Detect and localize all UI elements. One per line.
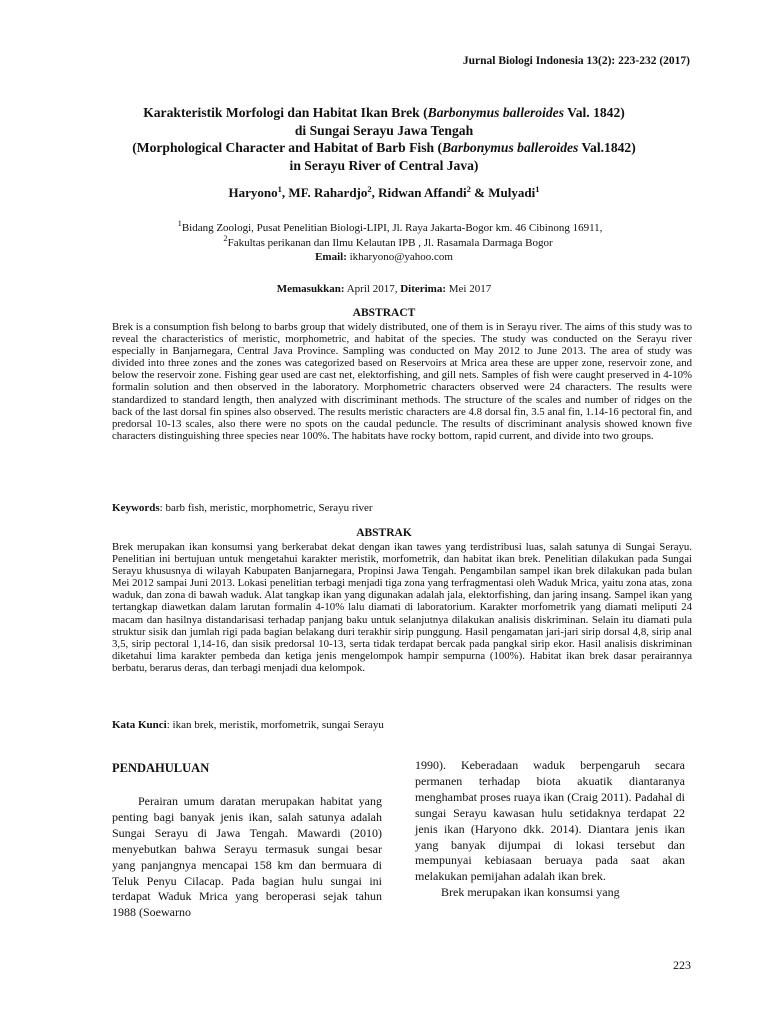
title-line-2: di Sungai Serayu Jawa Tengah (294, 122, 474, 138)
abstract-heading: ABSTRACT (352, 307, 416, 319)
submission-dates: Memasukkan: April 2017, Diterima: Mei 2017 (276, 283, 492, 295)
abstrak-heading: ABSTRAK (356, 527, 412, 539)
author: MF. Rahardjo$^2$, (288, 184, 379, 200)
journal-reference: Jurnal Biologi Indonesia 13(2): 223-232 (2017) (462, 55, 690, 67)
abstract-text: Brek is a consumption fish belong to barbs group that widely distributed, one of them is in Serayu river. The aims of this study was to reveal the characteristics of meristic, morphometric, and habitat of the species. The study was conducted on the Serayu river especially in Banjarnegara, Central Java Province. Sampling was conducted on May 2012 to June 2013. The area of study was divided into three zones and the zones was categorized based on Reservoirs at Mrica area these are upper zone, reservoir zone, and below the reservoir zone. Fishing gear used are cast net, elektorfishing, and gill nets. Samples of fish were caught preserved in 4-10% formalin solution and then observed in the laboratory. Morphometric characters observed were 24 characters. The results were standardized to standard length, then analyzed with discriminant methods. The structure of the scales and number of ridges on the back of the last dorsal fin spines also observed. The results meristic characters are 4.8 dorsal fin, 3.5 anal fin, 1.14-16 pectoral fin, and predorsal 10-13 scales, also there were no spots on the caudal peduncle. The results of discriminant analysis showed known five characters distinguishing three species near 100%. The habitats have rocky bottom, rapid current, and divide into two groups. (112, 321, 692, 442)
contact-email: Email: ikharyono@yahoo.com (315, 251, 453, 263)
title-line-3: (Morphological Character and Habitat of Barb Fish (Barbonymus balleroides Val.1842) (132, 140, 636, 156)
right-column (415, 758, 685, 901)
abstrak-text: Brek merupakan ikan konsumsi yang berkerabat dekat dengan ikan tawes yang terdistribusi luas, salah satunya di Sungai Serayu. Penelitian ini bertujuan untuk mengetahui karakter meristik, morfometrik, dan habitat ikan brek. Penelitian dilakukan pada Sungai Serayu khususnya di wilayah Kabupaten Banjarnegara, Propinsi Jawa Tengah. Pengambilan sampel ikan brek dilakukan pada bulan Mei 2012 sampai Juni 2013. Lokasi penelitian terbagi menjadi tiga zona yang terfragmentasi oleh Waduk Mrica, yaitu zona atas, zona waduk, dan zona di bawah waduk. Alat tangkap ikan yang digunakan adalah jala, elektorfishing, dan jaring insang. Sampel ikan yang tertangkap diawetkan dalam larutan formalin 4-10% lalu diamati di laboratorium. Karakter morfometrik yang diamati meliputi 24 macam dan hasilnya distandarisasi terhadap panjang baku untuk selanjutnya dilakukan analisis diskriminan. Selain itu diamati pula struktur sisik dan jumlah rigi pada bagian belakang duri terakhir sirip punggung. Hasil pengamatan jari-jari sirip dorsal 4,8, sirip anal 3,5, sirip pectoral 1,14-16, dan sisik predorsal 10-13, serta tidak terdapat bercak pada pangkal sirip ekor. Hasil analisis diskriminan diketahui lima karakter pembeda dan ketiga jenis mengelompok hampir sempurna (100%). Habitat ikan brek dasar perairannya berbatu, berarus deras, dan terbagi menjadi dua kelompok. (112, 541, 692, 674)
intro-paragraph-2: 1990). Keberadaan waduk berpengaruh secara permanen terhadap biota akuatik diantaranya menghambat proses ruaya ikan (Craig 2011). Padahal di sungai Serayu kawasan hulu setidaknya terdapat 22 jenis ikan (Haryono dkk. 2014). Diantara jenis ikan yang banyak dijumpai di lokasi tersebut dan mempunyai kebiasaan beruaya pada saat akan melakukan pemijahan adalah ikan brek. (415, 758, 685, 884)
abstrak-keywords: Kata Kunci: ikan brek, meristik, morfometrik, sungai Serayu (112, 719, 384, 731)
title-line-1: Karakteristik Morfologi dan Habitat Ikan Brek (Barbonymus balleroides Val. 1842) (143, 105, 625, 120)
paper-title (100, 104, 668, 174)
author: Mulyadi$^1$ (488, 184, 540, 200)
intro-paragraph-1: Perairan umum daratan merupakan habitat yang penting bagi banyak jenis ikan, salah satunya adalah Sungai Serayu di Jawa Tengah. Mawardi (2010) menyebutkan bahwa Serayu termasuk sungai besar yang panjangnya mencapai 158 km dan bermuara di Teluk Penyu Cilacap. Pada bagian hulu sungai ini terdapat Waduk Mrica yang beroperasi sejak tahun 1988 (Soewarno (112, 794, 382, 920)
affiliation-2: $^2$Fakultas perikanan dan Ilmu Kelautan IPB , Jl. Rasamala Darmaga Bogor (223, 232, 553, 249)
affiliations (100, 218, 668, 265)
author: Haryono$^1$, (228, 184, 289, 200)
author: Ridwan Affandi$^2$ & (378, 184, 489, 200)
intro-paragraph-3: Brek merupakan ikan konsumsi yang (441, 885, 620, 900)
section-heading-pendahuluan: PENDAHULUAN (112, 761, 210, 775)
title-line-4: in Serayu River of Central Java) (289, 157, 479, 173)
left-column (112, 794, 382, 921)
author-list (100, 185, 668, 201)
abstract-keywords: Keywords: barb fish, meristic, morphometric, Serayu river (112, 502, 373, 514)
page-number: 223 (673, 958, 691, 972)
affiliation-1: $^1$Bidang Zoologi, Pusat Penelitian Biologi-LIPI, Jl. Raya Jakarta-Bogor km. 46 Cibinong 16911, (177, 218, 603, 234)
